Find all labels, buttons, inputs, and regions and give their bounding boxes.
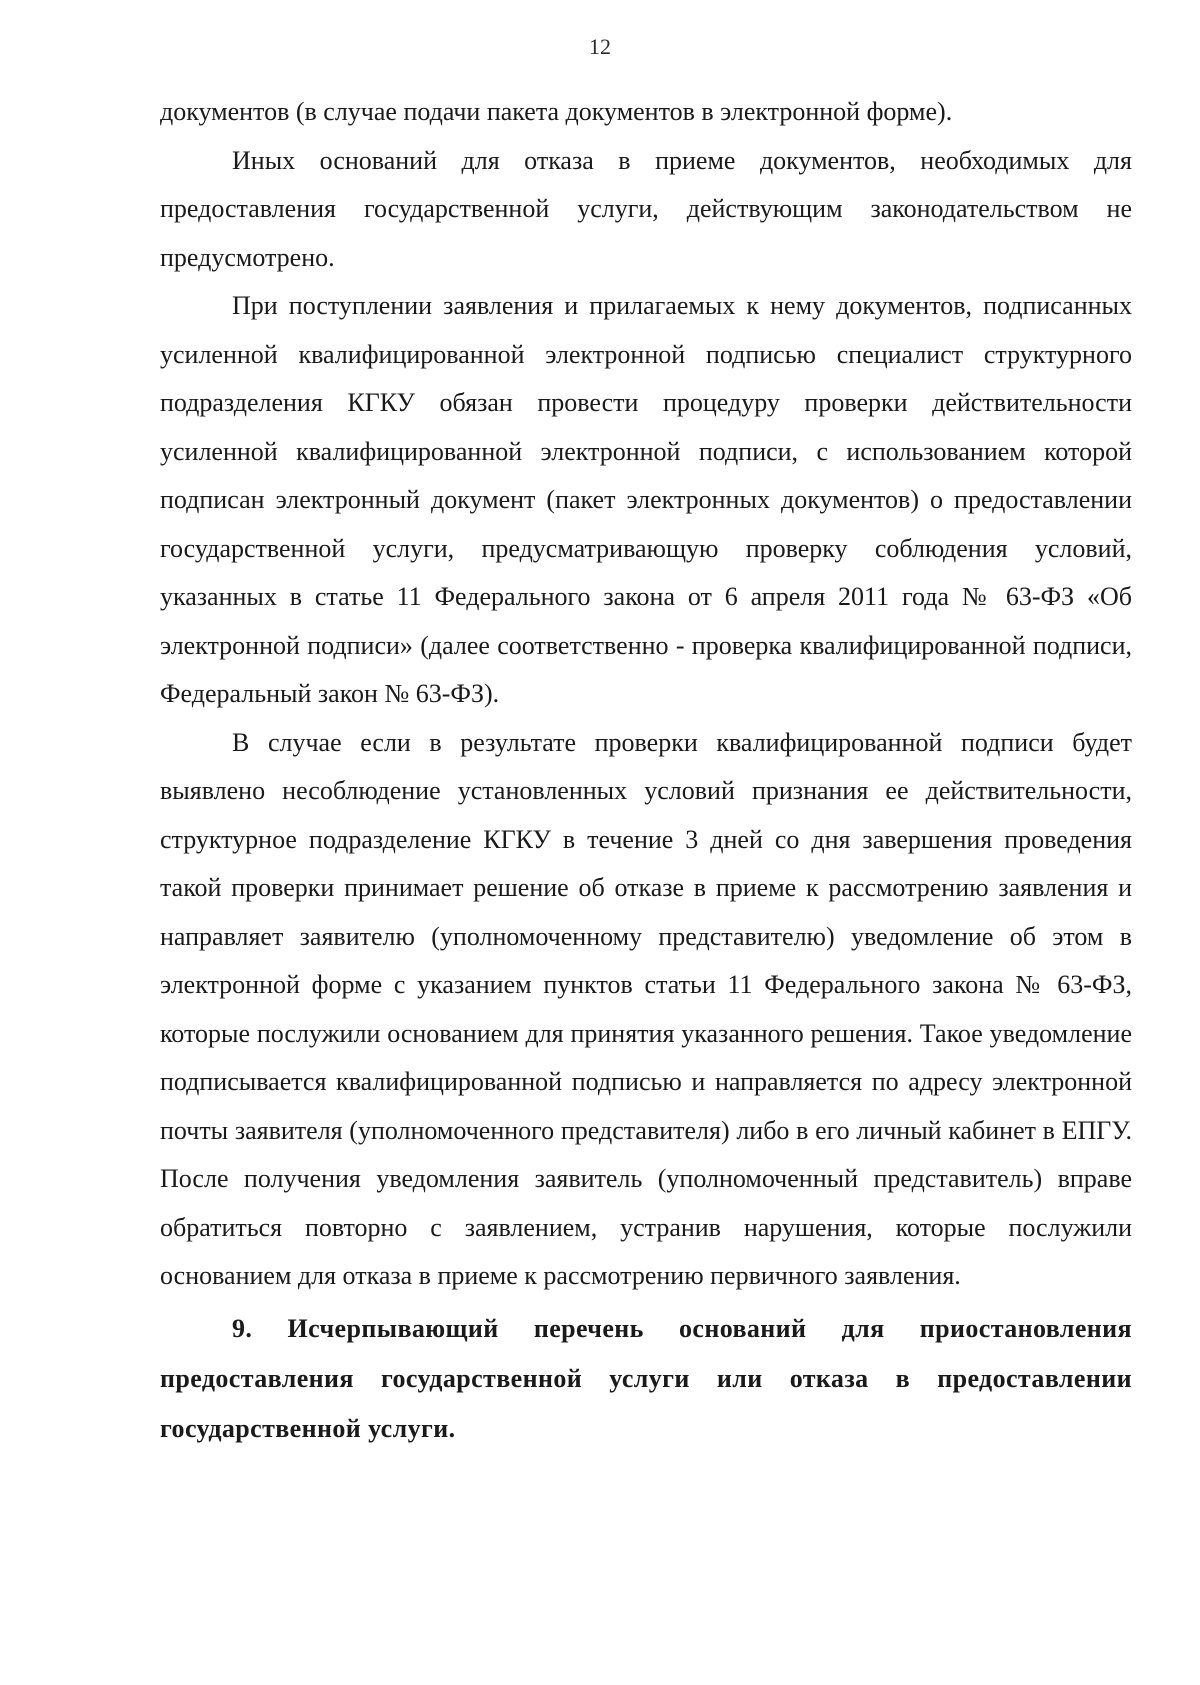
section-heading: 9. Исчерпывающий перечень оснований для приостановления предоставления государственной услуги или отказа в предоставлении государственной услуги. — [160, 1313, 1132, 1443]
paragraph-no-other-grounds: Иных оснований для отказа в приеме документов, необходимых для предоставления государственной услуги, действующим законодательством не предусмотрено. — [160, 145, 1132, 272]
page-body — [160, 88, 1132, 1454]
page-number: 12 — [589, 34, 611, 59]
paragraph-refusal-notice: В случае если в результате проверки квалифицированной подписи будет выявлено несоблюдение установленных условий признания ее действительности, структурное подразделение КГКУ в течение 3 дней со дня завершения проведения такой проверки принимает решение об отказе в приеме к рассмотрению заявления и направляет заявителю (уполномоченному представителю) уведомление об этом в электронной форме с указанием пунктов статьи 11 Федерального закона № 63-ФЗ, которые послужили основанием для принятия указанного решения. Такое уведомление подписывается квалифицированной подписью и направляется по адресу электронной почты заявителя (уполномоченного представителя) либо в его личный кабинет в ЕПГУ. После получения уведомления заявитель (уполномоченный представитель) вправе обратиться повторно с заявлением, устранив нарушения, которые послужили основанием для отказа в приеме к рассмотрению первичного заявления. — [160, 727, 1132, 1290]
paragraph-continuation: документов (в случае подачи пакета документов в электронной форме). — [160, 97, 953, 126]
paragraph-signature-verification: При поступлении заявления и прилагаемых к нему документов, подписанных усиленной квалифицированной электронной подписью специалист структурного подразделения КГКУ обязан провести процедуру проверки действительности усиленной квалифицированной электронной подписи, с использованием которой подписан электронный документ (пакет электронных документов) о предоставлении государственной услуги, предусматривающую проверку соблюдения условий, указанных в статье 11 Федерального закона от 6 апреля 2011 года № 63-ФЗ «Об электронной подписи» (далее соответственно - проверка квалифицированной подписи, Федеральный закон № 63-ФЗ). — [160, 291, 1132, 708]
